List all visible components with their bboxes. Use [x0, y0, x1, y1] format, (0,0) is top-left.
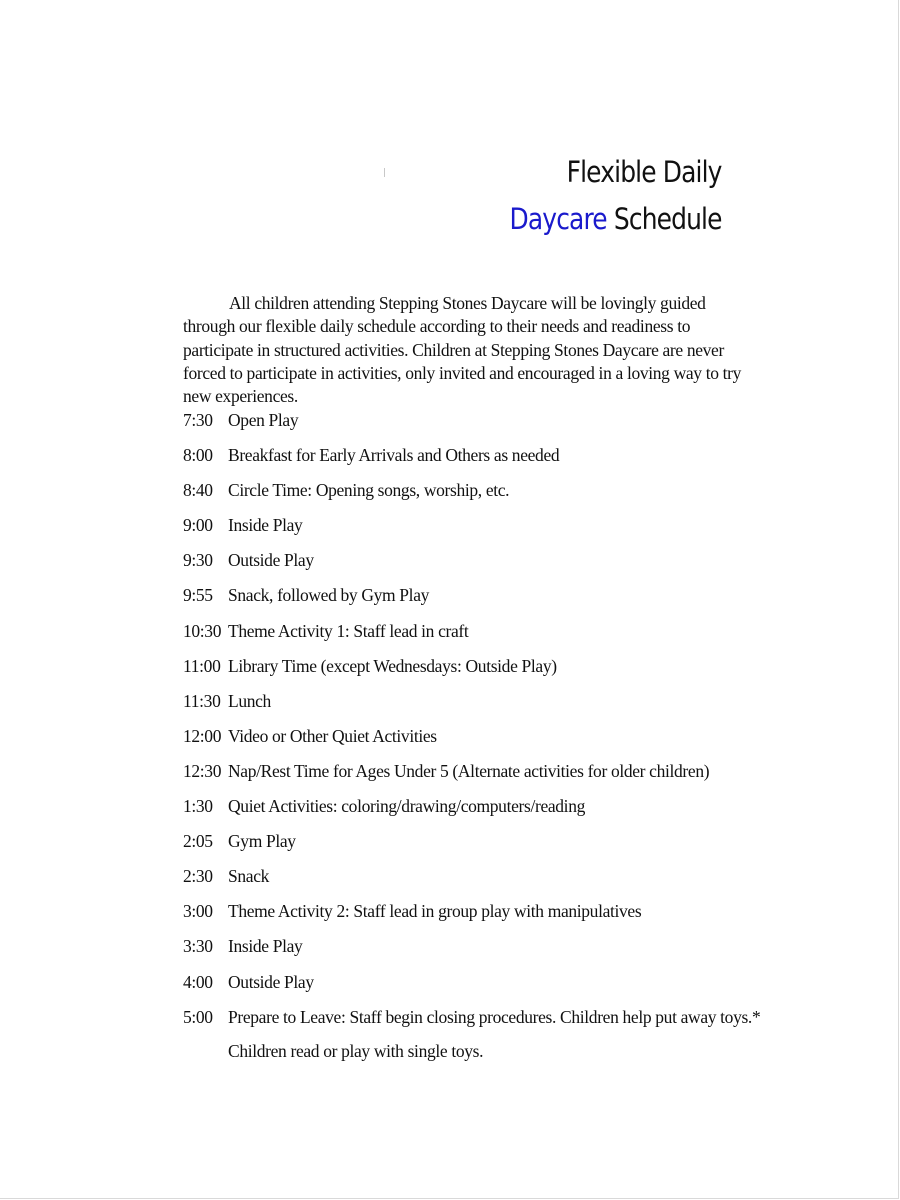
intro-paragraph — [183, 292, 743, 408]
schedule-activity: Breakfast for Early Arrivals and Others as needed — [228, 445, 560, 466]
schedule-row — [183, 791, 783, 826]
schedule-time: 3:30 — [183, 936, 213, 957]
schedule-time: 11:30 — [183, 690, 221, 711]
schedule-time: 8:00 — [183, 445, 213, 466]
title-accent-word: Daycare — [509, 202, 608, 236]
schedule-row — [183, 475, 783, 510]
schedule-activity: Library Time (except Wednesdays: Outside Play) — [228, 655, 557, 676]
schedule-activity: Snack — [228, 866, 270, 887]
schedule-row — [183, 686, 783, 721]
schedule-row — [183, 931, 783, 966]
schedule-row — [183, 405, 783, 440]
schedule-time: 12:00 — [183, 725, 222, 746]
schedule-row — [183, 616, 783, 651]
schedule-activity: Inside Play — [228, 936, 303, 957]
intro-text: All children attending Stepping Stones Daycare will be lovingly guided through our flexible daily schedule according to their needs and readiness to participate in structured activities. Children at Stepping Stones Daycare are never forced to participate in activities, only invited and encouraged in a loving way to try new experiences. — [183, 293, 742, 407]
schedule-activity: Lunch — [228, 690, 271, 711]
schedule-time: 10:30 — [183, 620, 222, 641]
schedule-row — [183, 510, 783, 545]
schedule-row — [183, 545, 783, 580]
schedule-activity: Video or Other Quiet Activities — [228, 725, 437, 746]
schedule-activity: Outside Play — [228, 550, 314, 571]
title-line-1: Flexible Daily — [567, 155, 722, 189]
schedule-activity: Inside Play — [228, 515, 303, 536]
schedule-activity: Theme Activity 1: Staff lead in craft — [228, 620, 469, 641]
schedule-activity: Circle Time: Opening songs, worship, etc. — [228, 480, 510, 501]
schedule-activity: Theme Activity 2: Staff lead in group play with manipulatives — [228, 901, 642, 922]
schedule-time: 3:00 — [183, 901, 213, 922]
schedule-time: 2:30 — [183, 866, 213, 887]
schedule-time: 2:05 — [183, 831, 213, 852]
schedule-row — [183, 896, 783, 931]
schedule-time: 12:30 — [183, 760, 222, 781]
schedule-activity: Open Play — [228, 410, 299, 430]
schedule-row — [183, 721, 783, 756]
document-title — [475, 150, 722, 244]
schedule-activity: Outside Play — [228, 971, 314, 992]
schedule-continuation: Children read or play with single toys. — [228, 1041, 484, 1061]
schedule-time: 8:40 — [183, 480, 213, 501]
schedule-row — [183, 861, 783, 896]
schedule-time: 11:00 — [183, 655, 221, 676]
schedule-row — [183, 651, 783, 686]
schedule-time: 9:00 — [183, 515, 213, 536]
schedule-activity: Snack, followed by Gym Play — [228, 585, 430, 606]
schedule-row — [183, 756, 783, 791]
schedule-time: 9:30 — [183, 550, 213, 571]
title-plain-word: Schedule — [614, 202, 722, 236]
schedule-time: 7:30 — [183, 410, 213, 430]
schedule-time: 5:00 — [183, 1006, 213, 1027]
schedule-time: 1:30 — [183, 796, 213, 817]
stray-mark — [384, 168, 385, 177]
schedule-time: 9:55 — [183, 585, 213, 606]
schedule-activity: Nap/Rest Time for Ages Under 5 (Alternate activities for older children) — [228, 760, 710, 781]
schedule-activity: Gym Play — [228, 831, 296, 852]
schedule-activity: Prepare to Leave: Staff begin closing procedures. Children help put away toys.* — [228, 1006, 761, 1027]
schedule-list — [183, 405, 783, 1037]
schedule-row — [183, 580, 783, 615]
schedule-row — [183, 967, 783, 1002]
schedule-row — [183, 440, 783, 475]
schedule-time: 4:00 — [183, 971, 213, 992]
schedule-row — [183, 1002, 783, 1037]
schedule-row — [183, 826, 783, 861]
schedule-activity: Quiet Activities: coloring/drawing/computers/reading — [228, 796, 585, 817]
title-line-2 — [510, 194, 722, 244]
